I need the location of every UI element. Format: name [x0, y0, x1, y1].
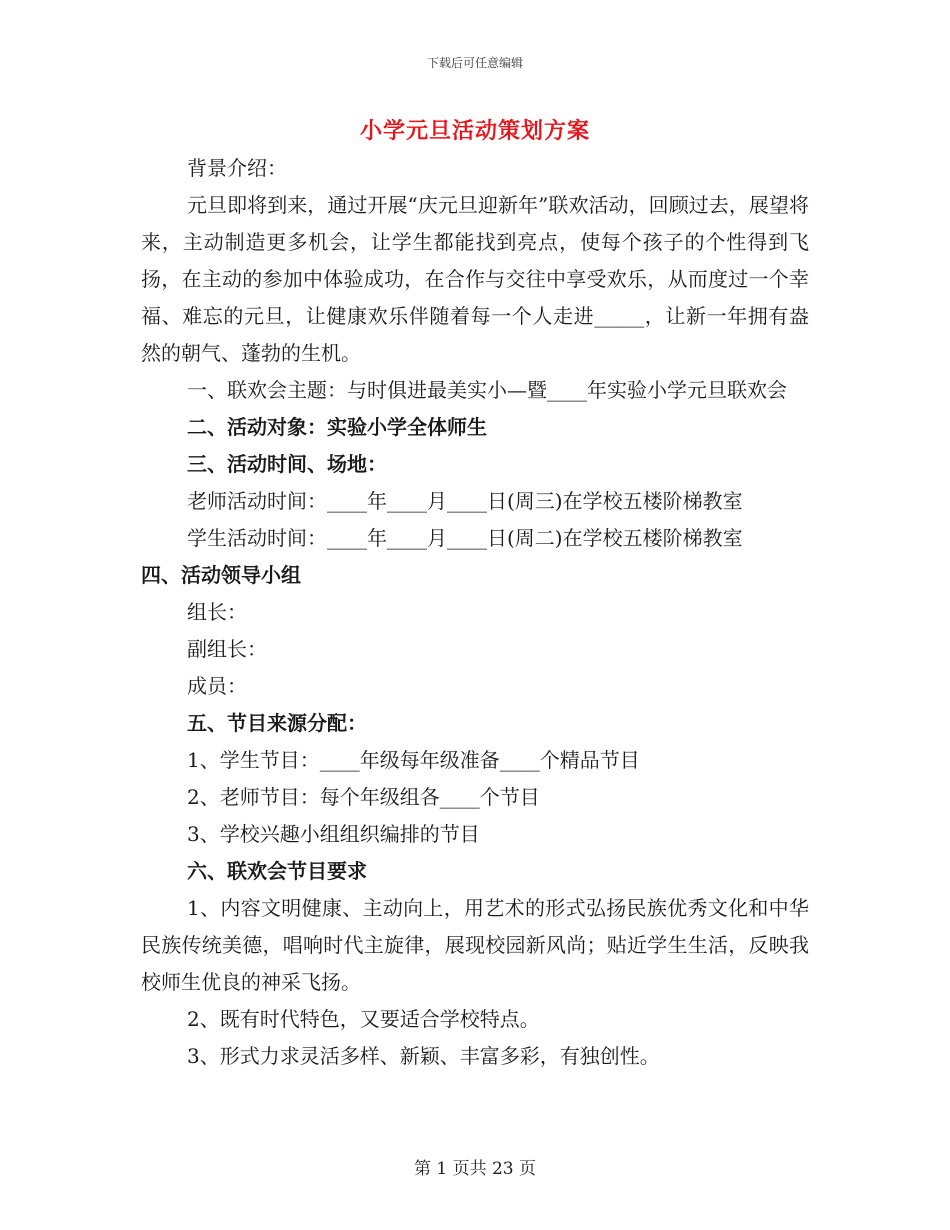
- page-footer: 第 1 页共 23 页: [413, 1159, 537, 1179]
- teacher-activity-time: 老师活动时间：____年____月____日(周三)在学校五楼阶梯教室: [187, 489, 743, 513]
- section-theme: 一、联欢会主题：与时俱进最美实小—暨____年实验小学元旦联欢会: [187, 378, 787, 402]
- section-leadership: 四、活动领导小组: [141, 563, 301, 587]
- section-audience: 二、活动对象：实验小学全体师生: [187, 415, 487, 439]
- section-program-sources: 五、节目来源分配：: [187, 711, 367, 735]
- document-body: [141, 150, 809, 1075]
- deputy-leader-line: 副组长：: [187, 637, 267, 661]
- program-source-clubs: 3、学校兴趣小组组织编排的节目: [187, 822, 480, 846]
- section-background-label: 背景介绍：: [187, 156, 287, 180]
- leader-line: 组长：: [187, 600, 247, 624]
- requirement-2: 2、既有时代特色，又要适合学校特点。: [187, 1007, 540, 1031]
- requirement-3: 3、形式力求灵活多样、新颖、丰富多彩，有独创性。: [187, 1044, 660, 1068]
- background-paragraph: 元旦即将到来，通过开展“庆元旦迎新年”联欢活动，回顾过去，展望将来，主动制造更多机会，让学生都能找到亮点，使每个孩子的个性得到飞扬，在主动的参加中体验成功，在合作与交往中享受欢乐，从而度过一个幸福、难忘的元旦，让健康欢乐伴随着每一个人走进_____，让新一年拥有盎然的朝气、蓬勃的生机。: [141, 193, 809, 365]
- document-title: 小学元旦活动策划方案: [359, 118, 590, 144]
- requirement-1: 1、内容文明健康、主动向上，用艺术的形式弘扬民族优秀文化和中华民族传统美德，唱响时代主旋律，展现校园新风尚；贴近学生生活，反映我校师生优良的神采飞扬。: [141, 896, 809, 994]
- section-time-venue: 三、活动时间、场地：: [187, 452, 387, 476]
- program-source-students: 1、学生节目：____年级每年级准备____个精品节目: [187, 748, 640, 772]
- members-line: 成员：: [187, 674, 247, 698]
- program-source-teachers: 2、老师节目：每个年级组各____个节目: [187, 785, 540, 809]
- section-program-requirements: 六、联欢会节目要求: [187, 859, 367, 883]
- page-header: 下载后可任意编辑: [426, 56, 523, 70]
- student-activity-time: 学生活动时间：____年____月____日(周二)在学校五楼阶梯教室: [187, 526, 743, 550]
